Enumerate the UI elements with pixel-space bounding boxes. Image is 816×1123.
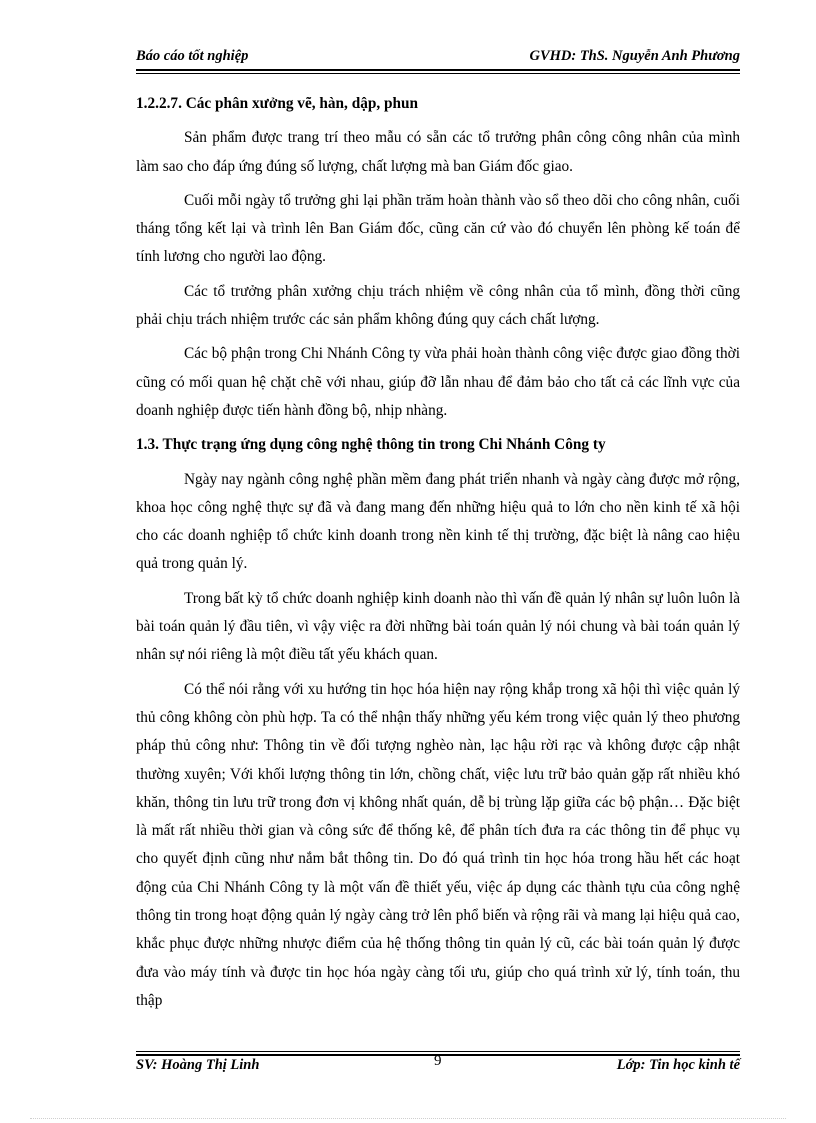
header-divider: [136, 69, 740, 74]
section-heading-1-3: 1.3. Thực trạng ứng dụng công nghệ thông tin trong Chi Nhánh Công ty: [136, 436, 606, 454]
section-heading-1-2-2-7: 1.2.2.7. Các phân xưởng vẽ, hàn, dập, phun: [136, 95, 419, 112]
footer-student-name: SV: Hoàng Thị Linh: [136, 1057, 260, 1073]
footer-class-name: Lớp: Tin học kinh tế: [616, 1057, 740, 1073]
page-edge-line: [30, 1118, 786, 1119]
page-header: [136, 48, 740, 70]
paragraph: Các tổ trưởng phân xưởng chịu trách nhiệm về công nhân của tổ mình, đồng thời cũng phải chịu trách nhiệm trước các sản phẩm không đúng quy cách chất lượng.: [136, 282, 740, 329]
paragraph: Cuối mỗi ngày tổ trưởng ghi lại phần trăm hoàn thành vào sổ theo dõi cho công nhân, cuối tháng tổng kết lại và trình lên Ban Giám đốc, cũng căn cứ vào đó chuyển lên phòng kế toán để tính lương cho người lao động.: [136, 191, 740, 266]
page-body: [136, 90, 740, 1015]
paragraph: Các bộ phận trong Chi Nhánh Công ty vừa phải hoàn thành công việc được giao đồng thời cũng có mối quan hệ chặt chẽ với nhau, giúp đỡ lẫn nhau để đảm bảo cho tất cả các lĩnh vực của doanh nghiệp được tiến hành đồng bộ, nhịp nhàng.: [136, 345, 740, 419]
header-supervisor: GVHD: ThS. Nguyễn Anh Phương: [529, 48, 740, 64]
paragraph: Ngày nay ngành công nghệ phần mềm đang phát triển nhanh và ngày càng được mở rộng, khoa học công nghệ thực sự đã và đang mang đến những hiệu quả to lớn cho nền kinh tế xã hội cho các doanh nghiệp tổ chức kinh doanh trong nền kinh tế thị trường, đặc biệt là nâng cao hiệu quả trong quản lý.: [136, 470, 740, 573]
header-report-title: Báo cáo tốt nghiệp: [136, 48, 249, 64]
paragraph: Sản phẩm được trang trí theo mẫu có sẵn các tổ trưởng phân công công nhân của mình làm sao cho đáp ứng đúng số lượng, chất lượng mà ban Giám đốc giao.: [136, 129, 740, 175]
paragraph: Trong bất kỳ tổ chức doanh nghiệp kinh doanh nào thì vấn đề quản lý nhân sự luôn luôn là bài toán quản lý đầu tiên, vì vậy việc ra đời những bài toán quản lý nói chung và bài toán quản lý nhân sự nói riêng là một điều tất yếu khách quan.: [136, 589, 740, 664]
page-footer: [136, 1053, 740, 1079]
page-number: 9: [434, 1053, 442, 1069]
paragraph: Có thể nói rằng với xu hướng tin học hóa hiện nay rộng khắp trong xã hội thì việc quản lý thủ công không còn phù hợp. Ta có thể nhận thấy những yếu kém trong việc quản lý theo phương pháp thủ công như: Thông tin về đối tượng nghèo nàn, lạc hậu rời rạc và không được cập nhật thường xuyên; Với khối lượng thông tin lớn, chồng chất, việc lưu trữ bảo quản gặp rất nhiều khó khăn, thông tin lưu trữ trong đơn vị không nhất quán, dễ bị trùng lặp giữa các bộ phận… Đặc biệt là mất rất nhiều thời gian và công sức để thống kê, để phân tích đưa ra các thông tin để phục vụ cho quyết định cũng như nắm bắt thông tin. Do đó quá trình tin học hóa trong hầu hết các hoạt động của Chi Nhánh Công ty là một vấn đề thiết yếu, việc áp dụng các thành tựu của công nghệ thông tin trong hoạt động quản lý ngày càng trở lên phổ biến và rộng rãi và mang lại hiệu quả cao, khắc phục được những nhược điểm của hệ thống thông tin quản lý cũ, các bài toán quản lý được đưa vào máy tính và được tin học hóa ngày càng tối ưu, giúp cho quá trình xử lý, tính toán, thu thập: [136, 680, 740, 1009]
